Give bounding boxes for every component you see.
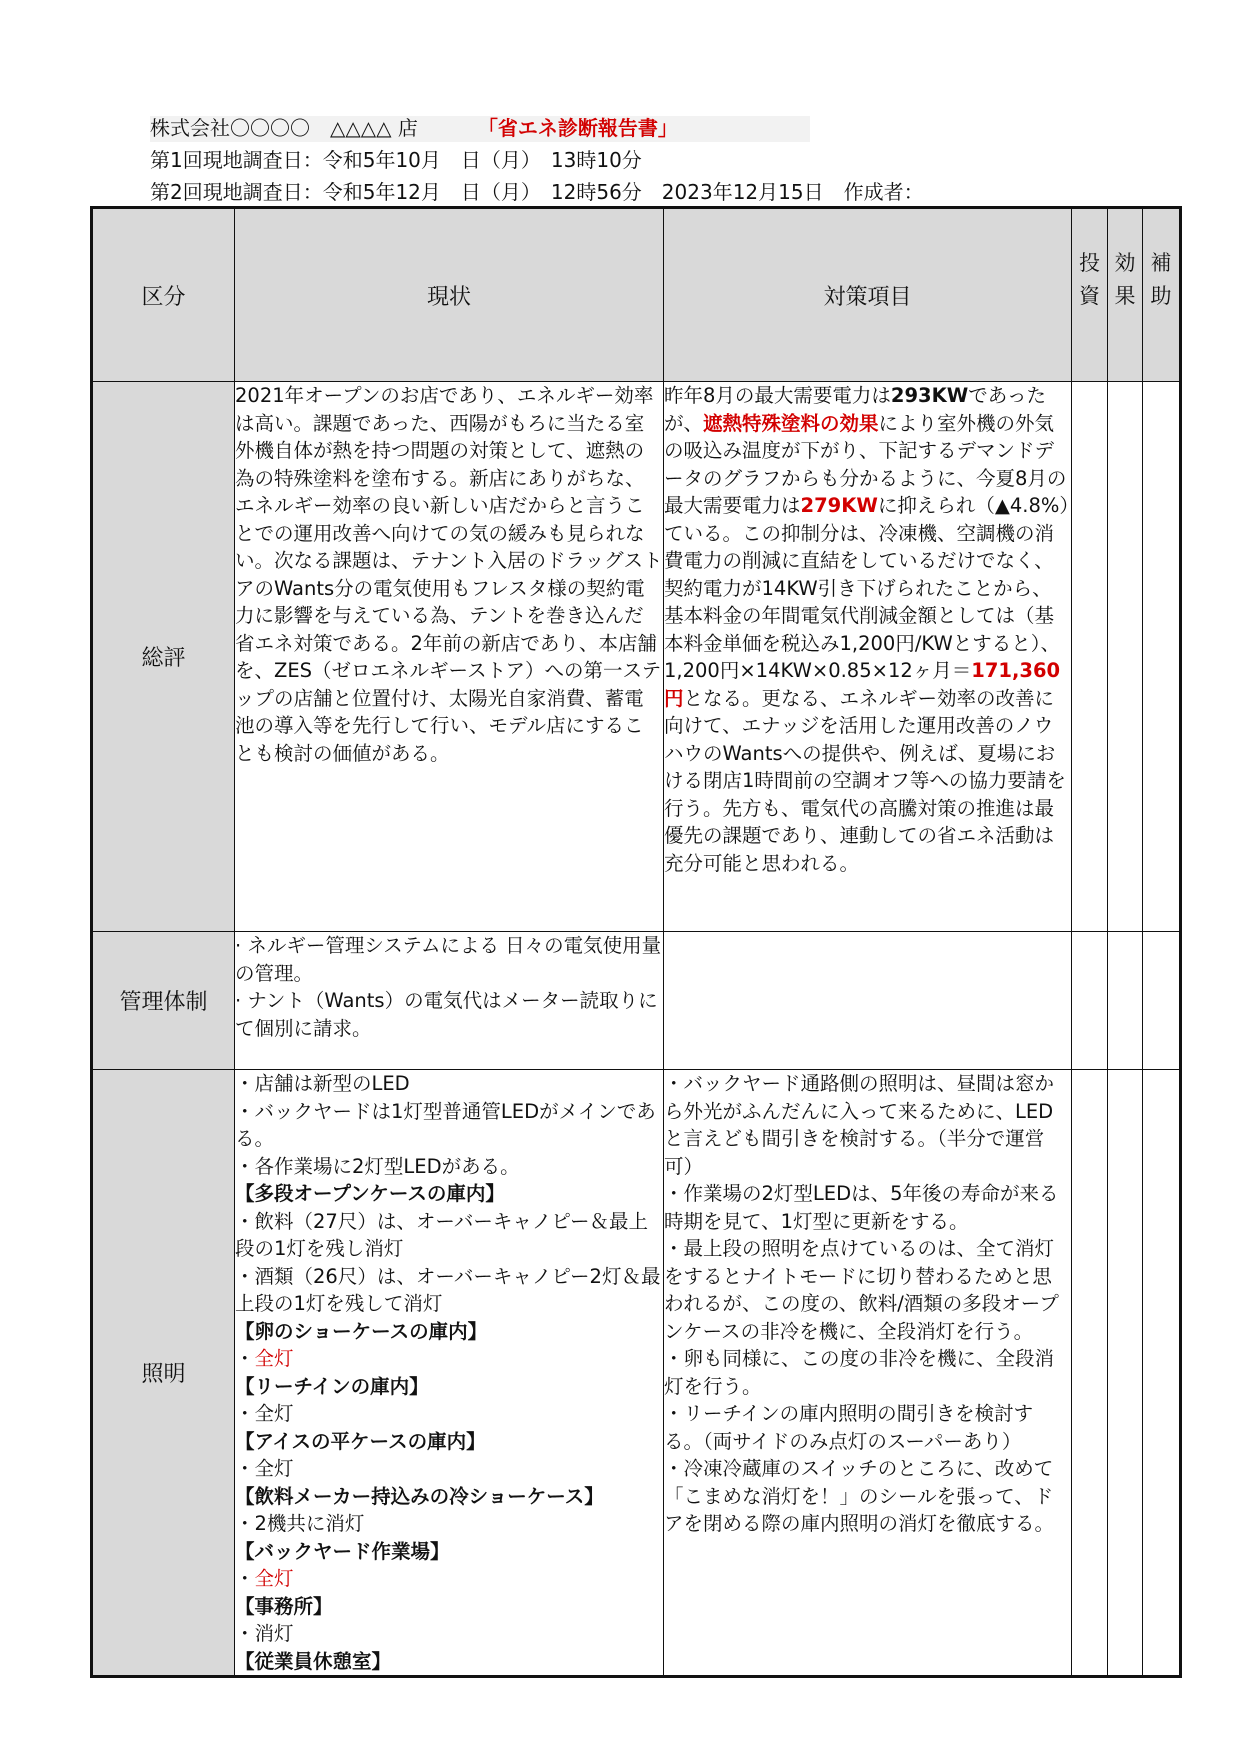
peak-demand-last-year: 293KW: [890, 384, 969, 407]
lighting-status: [235, 1070, 664, 1677]
row-management: [92, 932, 1181, 1070]
row-summary: [92, 382, 1181, 932]
lighting-effect: [1108, 1070, 1143, 1677]
lighting-measure-item: ・卵も同様に、この度の非冷を機に、全段消灯を行う。: [664, 1347, 1055, 1398]
management-invest: [1072, 932, 1108, 1070]
row-label-management: 管理体制: [92, 932, 235, 1070]
management-subsidy: [1143, 932, 1181, 1070]
lighting-measure-item: ・作業場の2灯型LEDは、5年後の寿命が来る時期を見て、1灯型に更新をする。: [664, 1182, 1059, 1233]
lighting-invest: [1072, 1070, 1108, 1677]
col-subsidy: 補 助: [1143, 208, 1181, 382]
lighting-section-heading: 【バックヤード作業場】: [235, 1539, 450, 1563]
management-effect: [1108, 932, 1143, 1070]
lighting-subsidy: [1143, 1070, 1181, 1677]
lighting-measure-item: ・バックヤード通路側の照明は、昼間は窓から外光がふんだんに入って来るために、LEDと言えども間引きを検討する。（半分で運営可）: [664, 1072, 1055, 1178]
lighting-section-heading: 【卵のショーケースの庫内】: [235, 1319, 488, 1343]
summary-measures: 昨年8月の最大需要電力は293KWであったが、遮熱特殊塗料の効果により室外機の外気の吸込み温度が下がり、下記するデマンドデータのグラフからも分かるように、今夏8月の最大需要電力は279KWに抑えられ（▲4.8%）ている。この抑制分は、冷凍機、空調機の消費電力の削減に直結をしているだけでなく、契約電力が14KW引き下げられたことから、基本料金の年間電気代削減金額としては（基本料金単価を税込み1,200円/KWとすると）、1,200円×14KW×0.85×12ヶ月＝171,360円となる。更なる、エネルギー効率の改善に向けて、エナッジを活用した運用改善のノウハウのWantsへの提供や、例えば、夏場における閉店1時間前の空調オフ等への協力要請を行う。先方も、電気代の高騰対策の推進は最優先の課題であり、連動しての省エネ活動は充分可能と思われる。: [664, 382, 1072, 932]
lighting-section-heading: 【事務所】: [235, 1594, 333, 1618]
peak-demand-this-year: 279KW: [800, 494, 878, 517]
report-header-line: [150, 116, 810, 142]
row-lighting: [92, 1070, 1181, 1677]
lighting-measure-item: ・冷凍冷蔵庫のスイッチのところに、改めて「こまめな消灯を！」のシールを張って、ドアを閉める際の庫内照明の消灯を徹底する。: [664, 1457, 1055, 1535]
lighting-status-line: ・酒類（26尺）は、オーバーキャノピー2灯＆最上段の1灯を残して消灯: [235, 1264, 661, 1315]
lighting-section-heading: 【従業員休憩室】: [235, 1649, 392, 1673]
survey-date-2: 第2回現地調査日：令和5年12月 日（月） 12時56分 2023年12月15日 作成者：: [150, 180, 924, 204]
summary-effect: [1108, 382, 1143, 932]
lighting-status-line: ・消灯: [235, 1622, 294, 1645]
lighting-status-line: ・飲料（27尺）は、オーバーキャノピー＆最上段の1灯を残し消灯: [235, 1209, 649, 1260]
lighting-status-line: ・全灯: [235, 1347, 294, 1370]
summary-subsidy: [1143, 382, 1181, 932]
summary-invest: [1072, 382, 1108, 932]
lighting-section-heading: 【多段オープンケースの庫内】: [235, 1182, 505, 1205]
lighting-status-line: ・全灯: [235, 1457, 294, 1480]
col-category: 区分: [92, 208, 235, 382]
report-title: 「省エネ診断報告書」: [477, 116, 678, 140]
lighting-status-line: ・店舗は新型のLED: [235, 1072, 410, 1095]
lighting-section-heading: 【アイスの平ケースの庫内】: [235, 1429, 486, 1453]
coating-effect: 遮熱特殊塗料の効果: [703, 411, 879, 435]
header-row: [92, 208, 1181, 382]
lighting-measure-item: ・リーチインの庫内照明の間引きを検討する。（両サイドのみ点灯のスーパーあり）: [664, 1402, 1034, 1453]
lighting-status-line: ・全灯: [235, 1567, 294, 1590]
lighting-measures: [664, 1070, 1072, 1677]
lighting-section-heading: 【飲料メーカー持込みの冷ショーケース】: [235, 1484, 604, 1508]
management-status: · ネルギー管理システムによる 日々の電気使用量の管理。 · ナント（Wants）の電気代はメーター読取りにて個別に請求。: [235, 932, 664, 1070]
col-status: 現状: [235, 208, 664, 382]
annual-savings: 171,360円: [664, 659, 1061, 710]
summary-status: 2021年オープンのお店であり、エネルギー効率は高い。課題であった、西陽がもろに当たる室外機自体が熱を持つ問題の対策として、遮熱の為の特殊塗料を塗布する。新店にありがちな、エネルギー効率の良い新しい店だからと言うことでの運用改善へ向けての気の緩みも見られない。次なる課題は、テナント入居のドラッグストアのWants分の電気使用もフレスタ様の契約電力に影響を与えている為、テントを巻き込んだ省エネ対策である。2年前の新店であり、本店舗を、ZES（ゼロエネルギーストア）への第一ステップの店舗と位置付け、太陽光自家消費、蓄電池の導入等を先行して行い、モデル店にすることも検討の価値がある。: [235, 382, 664, 932]
lighting-status-line: ・全灯: [235, 1402, 294, 1425]
row-label-summary: 総評: [92, 382, 235, 932]
col-invest: 投 資: [1072, 208, 1108, 382]
lighting-status-line: ・各作業場に2灯型LEDがある。: [235, 1154, 520, 1178]
lighting-status-line: ・バックヤードは1灯型普通管LEDがメインである。: [235, 1099, 656, 1150]
lighting-measure-item: ・最上段の照明を点けているのは、全て消灯をするとナイトモードに切り替わるためと思われるが、この度の、飲料/酒類の多段オープンケースの非冷を機に、全段消灯を行う。: [664, 1237, 1059, 1343]
management-measures: [664, 932, 1072, 1070]
col-measures: 対策項目: [664, 208, 1072, 382]
diagnosis-table: [90, 206, 1182, 1678]
lighting-status-line: ・2機共に消灯: [235, 1512, 365, 1535]
company-store-name: 株式会社〇〇〇〇 △△△△ 店: [150, 116, 418, 140]
col-effect: 効 果: [1108, 208, 1143, 382]
lighting-section-heading: 【リーチインの庫内】: [235, 1374, 429, 1398]
survey-date-1: 第1回現地調査日：令和5年10月 日（月） 13時10分: [150, 148, 642, 172]
row-label-lighting: 照明: [92, 1070, 235, 1677]
